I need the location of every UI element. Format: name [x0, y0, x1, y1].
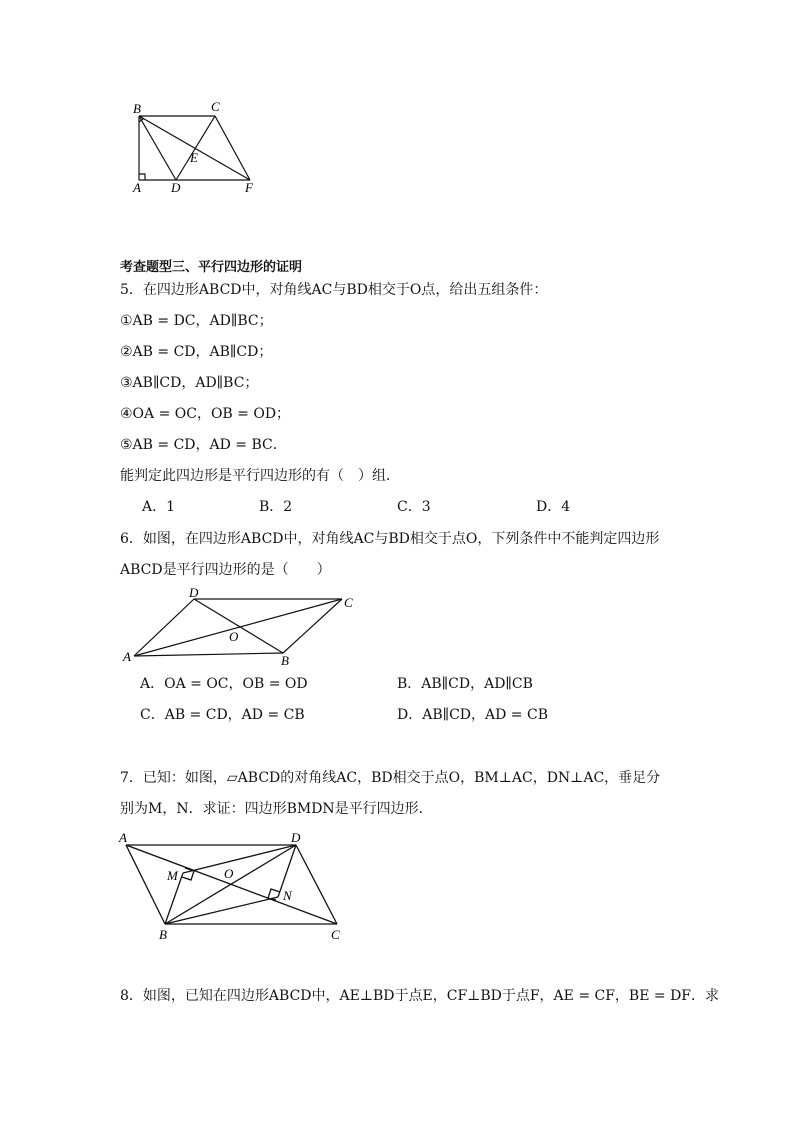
q6-stem-line-2: ABCD是平行四边形的是（ ） — [120, 562, 331, 578]
q8-stem: 8．如图，已知在四边形ABCD中，AE⊥BD于点E，CF⊥BD于点F，AE = CF，BE = DF．求 — [120, 988, 720, 1004]
q6-stem-line-1: 6．如图，在四边形ABCD中，对角线AC与BD相交于点O，下列条件中不能判定四边形 — [120, 531, 660, 547]
fig1-label-c: C — [211, 99, 220, 114]
q5-condition-2: ②AB = CD，AB∥CD； — [120, 344, 273, 360]
figure-1-diagram — [120, 95, 270, 200]
q5-stem: 5．在四边形ABCD中，对角线AC与BD相交于O点，给出五组条件： — [120, 282, 548, 298]
q6-option-b: B．AB∥CD，AD∥CB — [397, 676, 533, 692]
fig7-label-n: N — [283, 888, 292, 903]
q5-option-c: C．3 — [397, 499, 431, 515]
fig7-label-b: B — [159, 927, 167, 942]
q5-condition-4: ④OA = OC，OB = OD； — [120, 406, 291, 422]
fig6-label-d: D — [189, 585, 199, 600]
fig1-label-e: E — [190, 150, 198, 165]
q5-option-d: D．4 — [536, 499, 571, 515]
q7-stem-line-1: 7．已知：如图，▱ABCD的对角线AC，BD相交于点O，BM⊥AC，DN⊥AC，垂足分 — [120, 770, 661, 786]
q5-condition-5: ⑤AB = CD，AD = BC． — [120, 437, 287, 453]
q6-option-d: D．AB∥CD，AD = CB — [397, 707, 548, 723]
q5-condition-3: ③AB∥CD，AD∥BC； — [120, 375, 259, 391]
q7-stem-line-2: 别为M，N．求证：四边形BMDN是平行四边形． — [120, 801, 433, 817]
fig7-label-a: A — [119, 830, 127, 845]
figure-6-diagram — [115, 585, 365, 670]
fig7-label-o: O — [224, 866, 234, 881]
fig6-label-b: B — [281, 653, 289, 668]
fig7-label-d: D — [291, 830, 301, 845]
q6-option-c: C．AB = CD，AD = CB — [140, 707, 305, 723]
fig7-label-c: C — [331, 927, 340, 942]
q6-option-a: A．OA = OC，OB = OD — [140, 676, 308, 692]
fig6-label-a: A — [123, 649, 131, 664]
q5-option-a: A．1 — [142, 499, 176, 515]
q5-question: 能判定此四边形是平行四边形的有（ ）组． — [120, 468, 400, 484]
q5-condition-1: ①AB = DC，AD∥BC； — [120, 313, 273, 329]
fig7-label-m: M — [167, 868, 178, 883]
fig6-label-c: C — [344, 595, 353, 610]
section-heading: 考查题型三、平行四边形的证明 — [120, 260, 303, 275]
fig1-label-f: F — [245, 180, 253, 195]
fig1-label-b: B — [133, 101, 141, 116]
fig6-label-o: O — [229, 629, 239, 644]
q5-option-b: B．2 — [259, 499, 293, 515]
figure-7-diagram — [115, 828, 355, 946]
fig1-label-d: D — [171, 180, 181, 195]
fig1-label-a: A — [133, 180, 141, 195]
